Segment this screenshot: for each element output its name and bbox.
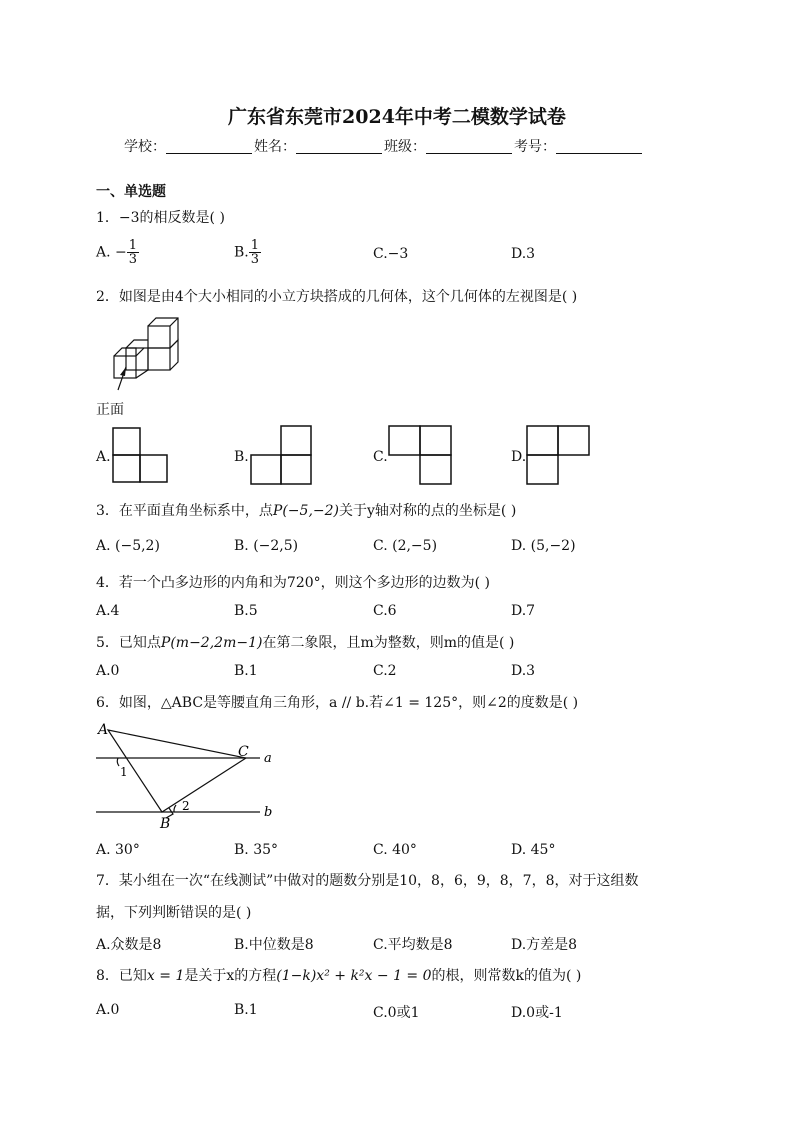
label-b-vertex: B [160,816,171,830]
q5-option-a: A.0 [96,663,120,679]
label-angle-1: 1 [120,765,128,779]
q5-post: 在第二象限，且m为整数，则m的值是( ) [262,635,515,651]
question-7-line-1: 7．某小组在一次“在线测试”中做对的题数分别是10，8，6，9，8，7，8，对于这组数 [96,873,639,889]
q7-option-c: C.平均数是8 [373,937,453,953]
name-label: 姓名： [254,139,296,155]
q2-option-c-figure [388,425,454,487]
q3-option-a: A. (−5,2) [96,538,160,554]
q2-option-a-figure [112,427,170,485]
label-line-b: b [264,805,273,820]
label-c-vertex: C [238,744,249,760]
q8-mid: 是关于x的方程 [184,968,277,984]
question-8 [96,965,581,985]
q1-b-prefix: B. [234,244,249,261]
label-angle-2: 2 [182,799,190,813]
q3-option-d: D. (5,−2) [511,538,576,554]
q2-option-b-label: B. [234,449,249,465]
q2-option-a-label: A. [96,449,111,465]
q6-option-d: D. 45° [511,842,556,858]
q1-a-prefix: A. − [96,244,127,261]
q5-option-c: C.2 [373,663,397,679]
exam-title: 广东省东莞市2024年中考二模数学试卷 [228,106,566,128]
q1-a-fraction [127,239,139,266]
q1-b-num: 1 [250,238,260,253]
q3-pre: 3．在平面直角坐标系中，点 [96,503,273,519]
q1-a-num: 1 [128,238,138,253]
question-5 [96,632,514,652]
section-heading: 一、单选题 [96,184,166,200]
q3-point: P(−5,−2) [272,503,339,519]
q2-option-d-label: D. [511,449,527,465]
q4-option-a: A.4 [96,603,120,619]
q1-b-den: 3 [250,252,260,267]
class-label: 班级： [384,139,426,155]
triangle-figure [92,718,282,830]
q3-option-b: B. (−2,5) [234,538,299,554]
q8-option-b: B.1 [234,1002,258,1018]
q4-option-d: D.7 [511,603,536,619]
q1-b-fraction [249,239,261,266]
q1-option-d: D.3 [511,246,536,262]
name-blank[interactable] [296,139,382,154]
label-a-vertex: A [98,722,109,738]
school-label: 学校： [124,139,166,155]
q2-option-c-label: C. [373,449,388,465]
q8-condition: x = 1 [146,968,185,984]
question-4: 4．若一个凸多边形的内角和为720°，则这个多边形的边数为( ) [96,575,491,591]
q5-option-d: D.3 [511,663,536,679]
question-2: 2．如图是由4个大小相同的小立方块搭成的几何体，这个几何体的左视图是( ) [96,289,578,305]
question-7-line-2: 据，下列判断错误的是( ) [96,905,252,921]
q7-option-d: D.方差是8 [511,937,578,953]
q1-option-a [96,239,139,266]
angle-1-arc [117,758,119,766]
q8-pre: 8．已知 [96,968,147,984]
q1-option-b [234,239,261,266]
question-1: 1．−3的相反数是( ) [96,210,225,226]
question-3 [96,500,516,520]
q4-option-c: C.6 [373,603,397,619]
number-label: 考号： [514,139,556,155]
front-label: 正面 [96,402,124,418]
angle-2-arc [174,805,176,812]
student-info-row [124,136,644,156]
q3-post: 关于y轴对称的点的坐标是( ) [339,503,517,519]
q7-option-b: B.中位数是8 [234,937,314,953]
q8-option-d: D.0或-1 [511,1005,563,1021]
q6-option-a: A. 30° [96,842,140,858]
q1-a-den: 3 [128,252,138,267]
question-6: 6．如图，△ABC是等腰直角三角形，a // b.若∠1 = 125°，则∠2的度数是( ) [96,695,579,711]
q8-post: 的根，则常数k的值为( ) [431,968,582,984]
q8-option-a: A.0 [96,1002,120,1018]
q6-option-b: B. 35° [234,842,279,858]
q5-pre: 5．已知点 [96,635,161,651]
q5-option-b: B.1 [234,663,258,679]
cube-figure [96,312,196,400]
q2-option-b-figure [250,425,314,487]
q5-point: P(m−2,2m−1) [160,635,263,651]
class-blank[interactable] [426,139,512,154]
q2-option-d-figure [526,425,592,487]
q7-option-a: A.众数是8 [96,937,162,953]
q3-option-c: C. (2,−5) [373,538,438,554]
q1-option-c: C.−3 [373,246,409,262]
q6-option-c: C. 40° [373,842,417,858]
label-line-a: a [264,751,272,766]
q8-option-c: C.0或1 [373,1005,420,1021]
school-blank[interactable] [166,139,252,154]
number-blank[interactable] [556,139,642,154]
triangle-abc [108,730,246,812]
q8-equation: (1−k)x² + k²x − 1 = 0 [276,968,432,984]
q4-option-b: B.5 [234,603,258,619]
